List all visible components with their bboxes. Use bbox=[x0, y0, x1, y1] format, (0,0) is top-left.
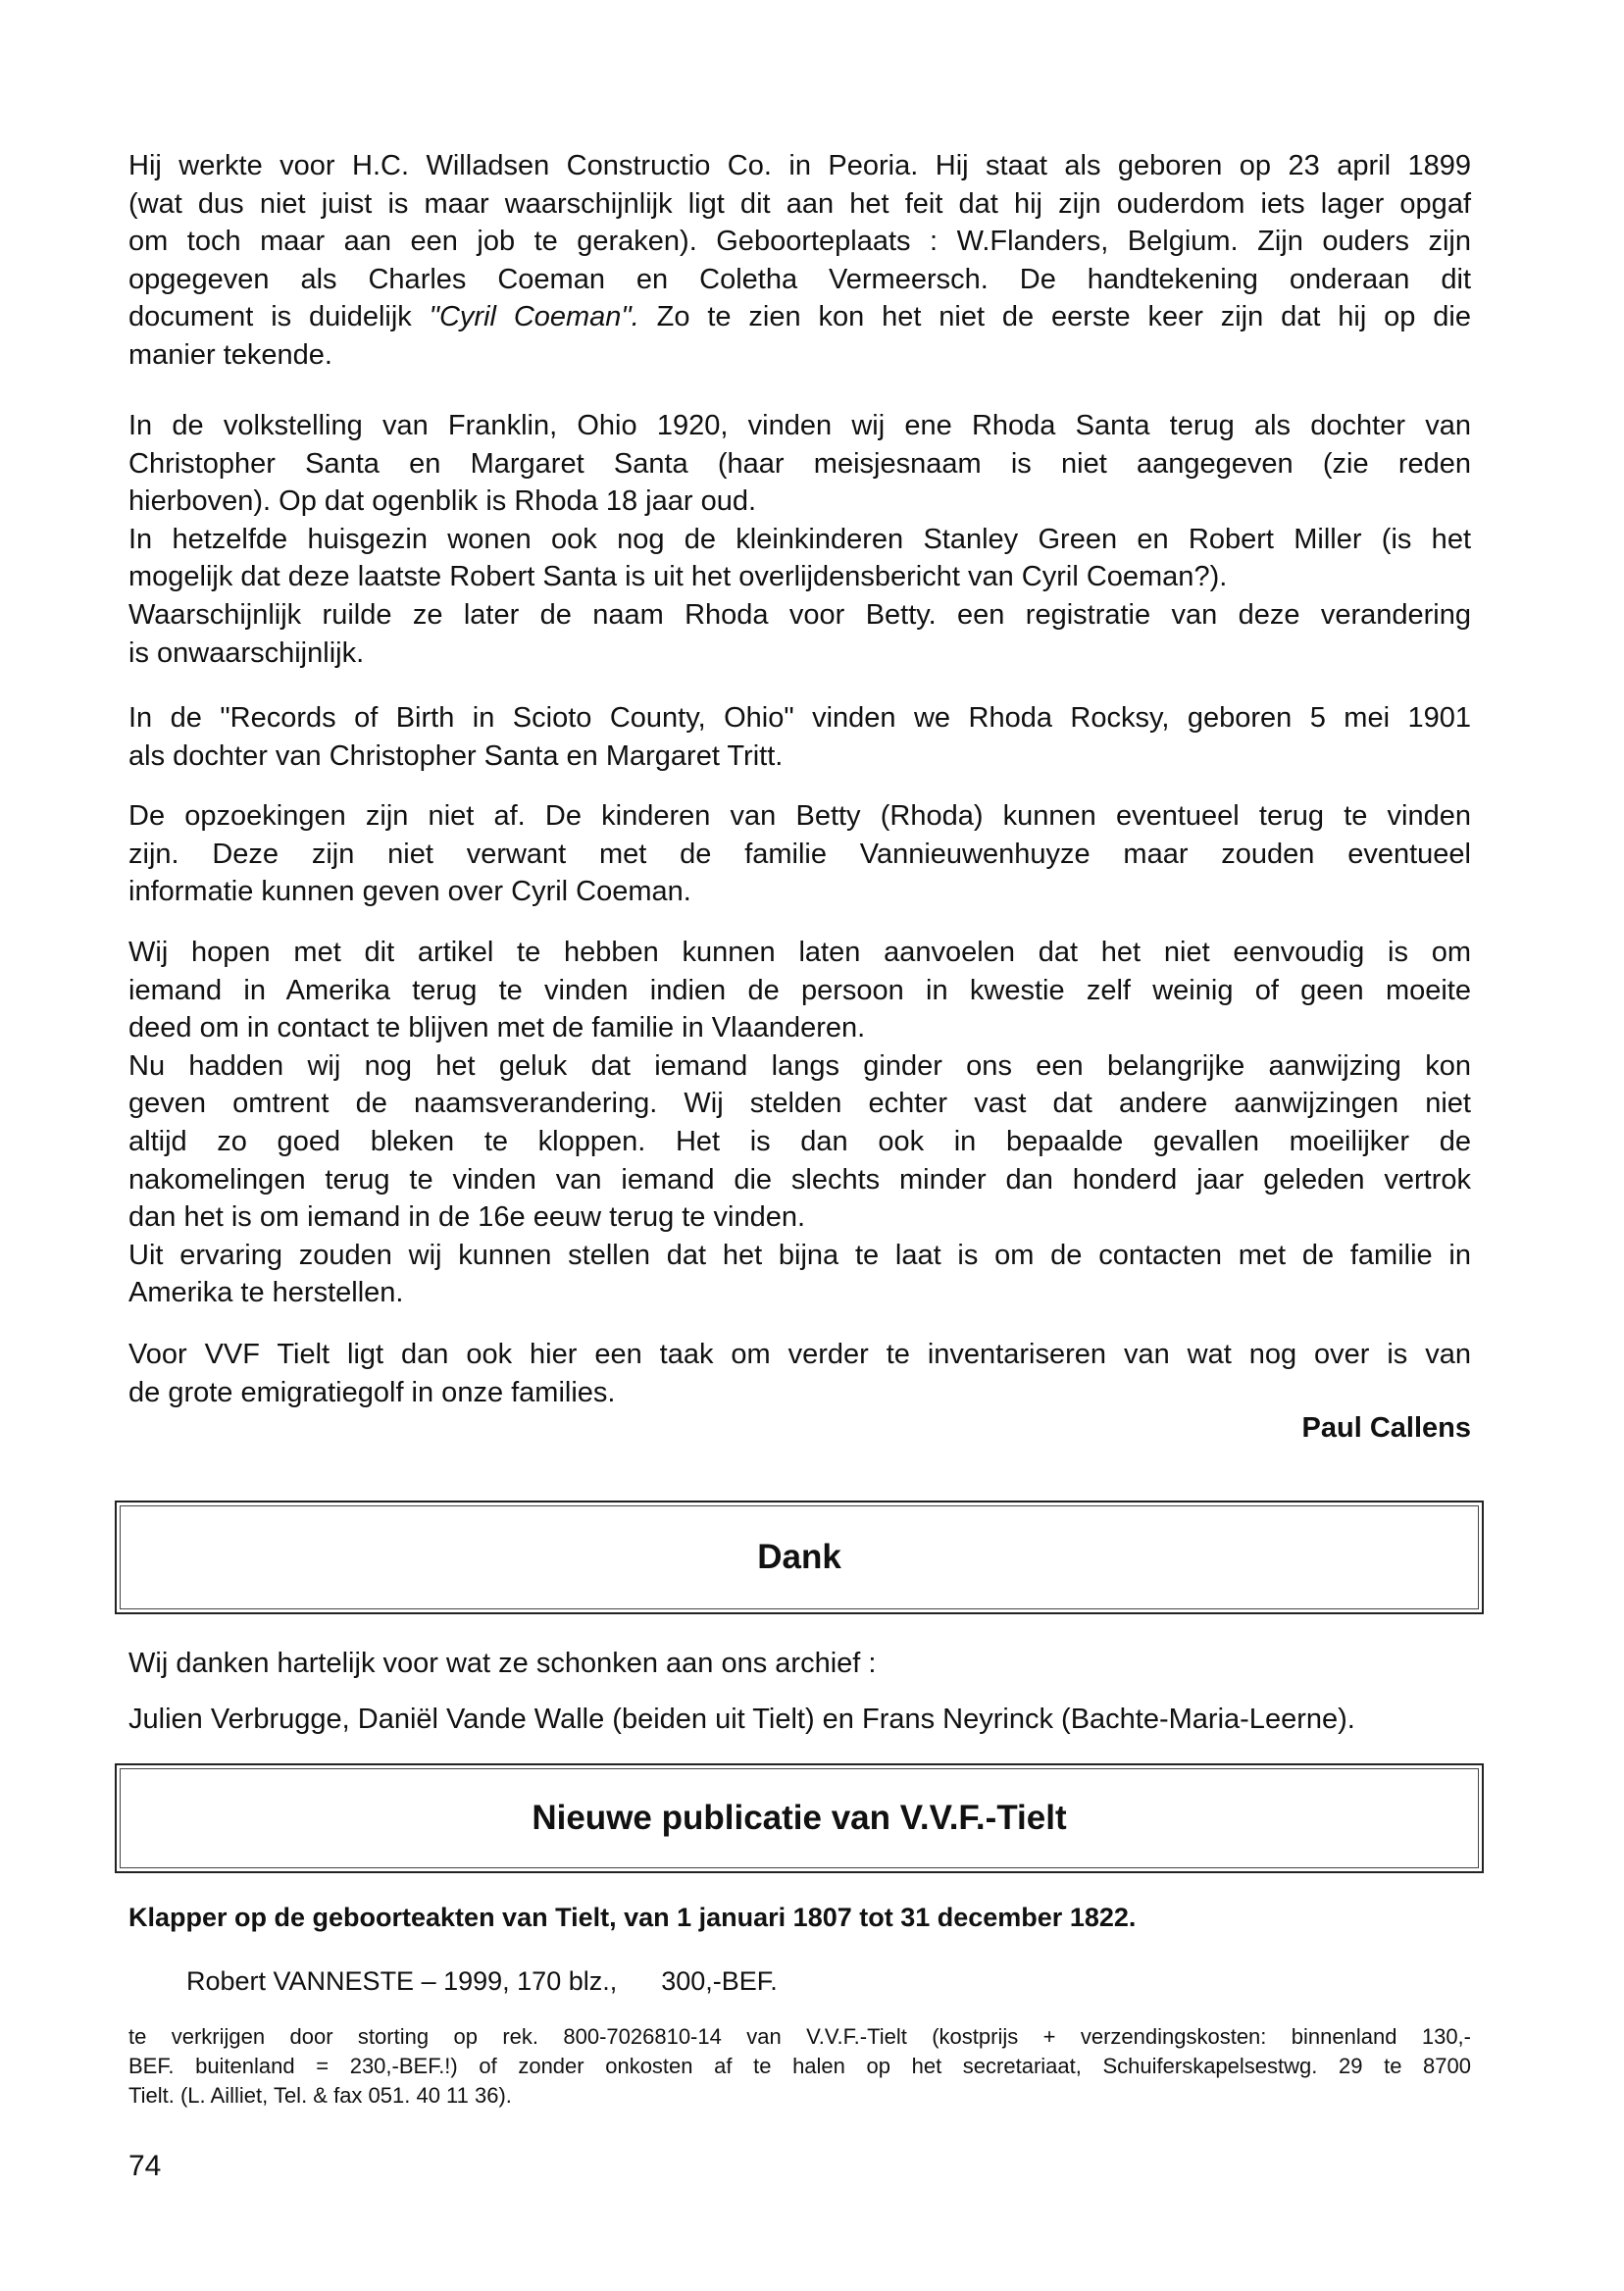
text-line: nakomelingen terug te vinden van iemand die slechts minder dan honderd jaar geleden vertrok bbox=[128, 1163, 1471, 1196]
text-line: Tielt. (L. Ailliet, Tel. & fax 051. 40 11 36). bbox=[128, 2083, 512, 2108]
paragraph-2 bbox=[128, 407, 1471, 672]
text-line: Waarschijnlijk ruilde ze later de naam Rhoda voor Betty. een registratie van deze verandering bbox=[128, 598, 1471, 631]
text-line: Nu hadden wij nog het geluk dat iemand langs ginder ons een belangrijke aanwijzing kon bbox=[128, 1049, 1471, 1082]
text-line: te verkrijgen door storting op rek. 800-7026810-14 van V.V.F.-Tielt (kostprijs + verzendingskosten: binnenland 130,- bbox=[128, 2024, 1471, 2049]
text-line: Julien Verbrugge, Daniël Vande Walle (beiden uit Tielt) en Frans Neyrinck (Bachte-Maria-Leerne). bbox=[128, 1704, 1355, 1735]
text-line: als dochter van Christopher Santa en Margaret Tritt. bbox=[128, 739, 784, 772]
signature-quote: "Cyril Coeman". bbox=[429, 301, 639, 333]
text-line: om toch maar aan een job te geraken). Geboorteplaats : W.Flanders, Belgium. Zijn ouders zijn bbox=[128, 226, 1471, 258]
text-line: zijn. Deze zijn niet verwant met de familie Vannieuwenhuyze maar zouden eventueel bbox=[128, 838, 1471, 870]
dank-intro bbox=[128, 1645, 1471, 1683]
text-line: mogelijk dat deze laatste Robert Santa is uit het overlijdensbericht van Cyril Coeman?). bbox=[128, 561, 1228, 593]
text-line: In de "Records of Birth in Scioto County, Ohio" vinden we Rhoda Rocksy, geboren 5 mei 1901 bbox=[128, 702, 1471, 734]
dank-heading-box bbox=[115, 1501, 1484, 1614]
text-line: dan het is om iemand in de 16e eeuw terug te vinden. bbox=[128, 1201, 806, 1234]
text-line: Wij hopen met dit artikel te hebben kunnen laten aanvoelen dat het niet eenvoudig is om bbox=[128, 937, 1471, 968]
publicatie-title: Klapper op de geboorteakten van Tielt, van 1 januari 1807 tot 31 december 1822. bbox=[128, 1903, 1137, 1932]
text-line: Uit ervaring zouden wij kunnen stellen dat het bijna te laat is om de contacten met de familie in bbox=[128, 1239, 1471, 1271]
text-line: opgegeven als Charles Coeman en Coletha Vermeersch. De handtekening onderaan dit bbox=[128, 263, 1471, 295]
paragraph-4 bbox=[128, 797, 1471, 911]
author-signature: Paul Callens bbox=[1301, 1412, 1471, 1444]
text-line-with-signature-quote bbox=[128, 298, 1471, 336]
text-line: Amerika te herstellen. bbox=[128, 1277, 404, 1309]
text-line: Wij danken hartelijk voor wat ze schonken aan ons archief : bbox=[128, 1648, 877, 1679]
page-number: 74 bbox=[128, 2150, 162, 2182]
text-line: hierboven). Op dat ogenblik is Rhoda 18 jaar oud. bbox=[128, 485, 757, 518]
publicatie-details bbox=[128, 2022, 1471, 2111]
dank-donors bbox=[128, 1701, 1471, 1739]
publicatie-author-line: Robert VANNESTE – 1999, 170 blz., 300,-BEF. bbox=[186, 1966, 778, 1996]
text-line: In de volkstelling van Franklin, Ohio 1920, vinden wij ene Rhoda Santa terug als dochter van bbox=[128, 410, 1471, 441]
text-line: is onwaarschijnlijk. bbox=[128, 636, 365, 669]
text-line: BEF. buitenland = 230,-BEF.!) of zonder onkosten af te halen op het secretariaat, Schuiferskapelsestwg. 29 te 8700 bbox=[128, 2054, 1471, 2078]
text-line: manier tekende. bbox=[128, 338, 332, 371]
text-line: In hetzelfde huisgezin wonen ook nog de kleinkinderen Stanley Green en Robert Miller (is het bbox=[128, 523, 1471, 555]
publicatie-heading-box bbox=[115, 1763, 1484, 1873]
text-line: deed om in contact te blijven met de familie in Vlaanderen. bbox=[128, 1012, 866, 1044]
paragraph-6 bbox=[128, 1336, 1471, 1411]
paragraph-3 bbox=[128, 699, 1471, 775]
text-line: informatie kunnen geven over Cyril Coeman. bbox=[128, 876, 691, 908]
text-segment: Zo te zien kon het niet de eerste keer zijn dat hij op die bbox=[638, 301, 1471, 333]
text-line: Christopher Santa en Margaret Santa (haar meisjesnaam is niet aangegeven (zie reden bbox=[128, 447, 1471, 480]
text-line: iemand in Amerika terug te vinden indien de persoon in kwestie zelf weinig of geen moeite bbox=[128, 974, 1471, 1006]
text-line: (wat dus niet juist is maar waarschijnlijk ligt dit aan het feit dat hij zijn ouderdom iets lager opgaf bbox=[128, 187, 1471, 220]
paragraph-1 bbox=[128, 147, 1471, 375]
paragraph-5 bbox=[128, 934, 1471, 1312]
publicatie-heading: Nieuwe publicatie van V.V.F.-Tielt bbox=[532, 1799, 1067, 1837]
text-segment: document is duidelijk bbox=[128, 301, 430, 333]
text-line: geven omtrent de naamsverandering. Wij stelden echter vast dat andere aanwijzingen niet bbox=[128, 1088, 1471, 1120]
text-line: altijd zo goed bleken te kloppen. Het is dan ook in bepaalde gevallen moeilijker de bbox=[128, 1125, 1471, 1157]
text-line: Hij werkte voor H.C. Willadsen Constructio Co. in Peoria. Hij staat als geboren op 23 april 1899 bbox=[128, 150, 1471, 181]
text-line: de grote emigratiegolf in onze families. bbox=[128, 1376, 616, 1408]
text-line: Voor VVF Tielt ligt dan ook hier een taak om verder te inventariseren van wat nog over is van bbox=[128, 1339, 1471, 1370]
dank-heading: Dank bbox=[757, 1538, 841, 1576]
text-line: De opzoekingen zijn niet af. De kinderen van Betty (Rhoda) kunnen eventueel terug te vinden bbox=[128, 800, 1471, 832]
